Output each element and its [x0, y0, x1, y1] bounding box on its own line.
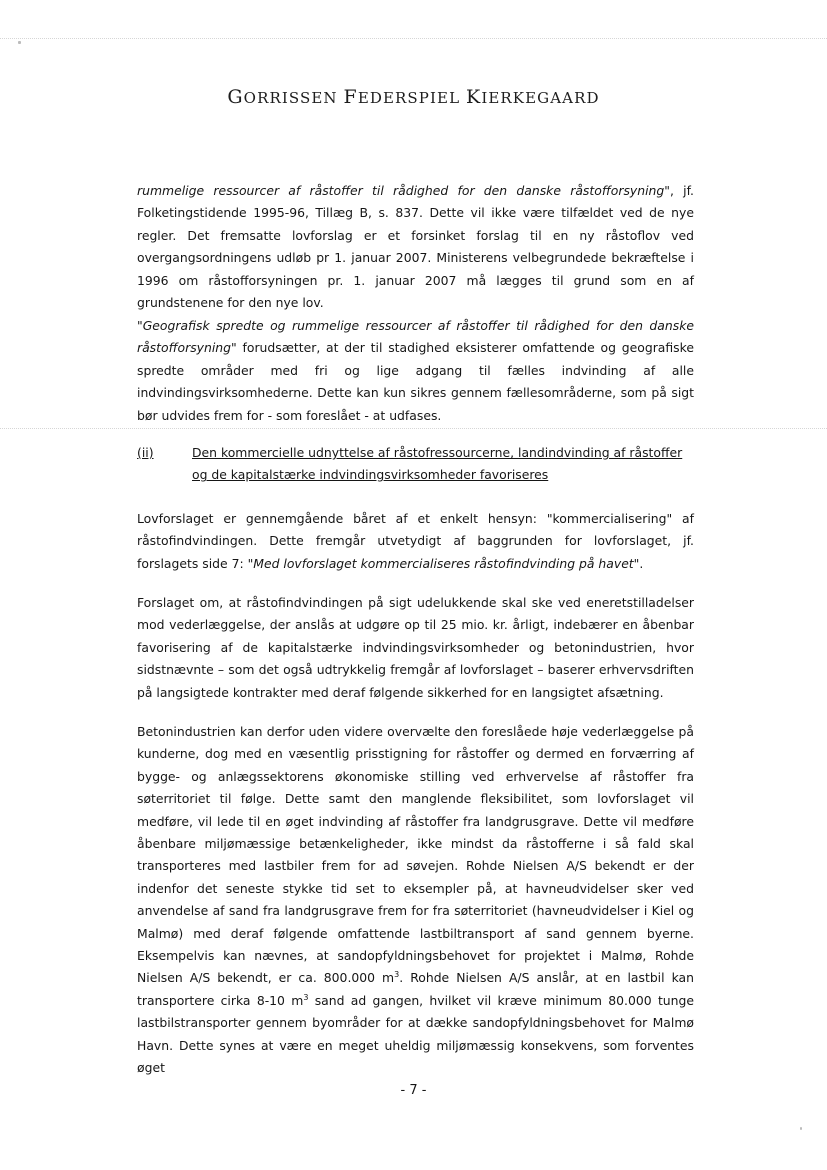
paragraph-4-text: Forslaget om, at råstofindvindingen på sigt udelukkende skal ske ved eneretstilladelser mod vederlæggelse, der anslås at udgøre op til 25 mio. kr. årligt, indebærer en åbenbar favorisering af de kapitalstærke indvindingsvirksomheder og betonindustrien, hvor sidstnævnte – som det også udtrykkelig fremgår af lovforslaget – baserer erhvervsdriften på langsigtede kontrakter med deraf følgende sikkerhed for en langsigtet afsætning.	[137, 595, 694, 700]
paragraph-3: Lovforslaget er gennemgående båret af et enkelt hensyn: "kommercialisering" af råstofindvindingen. Dette fremgår utvetydigt af baggrunden for lovforslaget, jf. forslagets side 7: "Med lovforslaget kommercialiseres råstofindvinding på havet".	[137, 511, 694, 571]
paragraph-2-text: forudsætter, at der til stadighed eksisterer omfattende og geografiske spredte områder med fri og lige adgang til fælles indvinding af alle indvindingsvirksomhederne. Dette kan kun sikres gennem fællesområderne, som på sigt bør udvides frem for - som foreslået - at udfases.	[137, 340, 694, 423]
paragraph-4	[137, 592, 694, 704]
section-title: Den kommercielle udnyttelse af råstofressourcerne, landindvinding af råstoffer og de kapitalstærke indvindingsvirksomheder favoriseres	[192, 445, 683, 483]
scan-speck	[800, 1127, 802, 1130]
paragraph-3-quote: "Med lovforslaget kommercialiseres råstofindvinding på havet"	[247, 555, 640, 571]
paragraph-1-text: , jf. Folketingstidende 1995-96, Tillæg B, s. 837. Dette vil ikke være tilfældet ved de nye regler. Det fremsatte lovforslag er et forsinket forslag til en ny råstoflov ved overgangsordningens udløb pr 1. januar 2007. Ministerens velbegrundede bekræftelse i 1996 om råstofforsyningen pr. 1. januar 2007 må lægges til grund som en af grundstenene for den nye lov.	[137, 183, 694, 311]
paragraph-1	[137, 180, 694, 314]
paragraph-5: Betonindustrien kan derfor uden videre overvælte den foreslåede høje vederlæggelse på kunderne, dog med en væsentlig prisstigning for råstoffer og dermed en forværring af bygge- og anlægssektorens økonomiske stilling ved erhvervelse af råstoffer fra søterritoriet til følge. Dette samt den manglende fleksibilitet, som lovforslaget vil medføre, vil lede til en øget indvinding af råstoffer fra landgrusgrave. Dette vil medføre åbenbare miljømæssige betænkeligheder, ikke mindst da råstofferne i så fald skal transporteres med lastbiler frem for ad søvejen. Rohde Nielsen A/S bekendt er der indenfor det seneste stykke tid set to eksempler på, at havneudvidelser sker ved anvendelse af sand fra landgrusgrave frem for fra søterritoriet (havneudvidelser i Kiel og Malmø) med deraf følgende omfattende lastbiltransport af sand gennem byerne. Eksempelvis kan nævnes, at sandopfyldningsbehovet for projektet i Malmø, Rohde Nielsen A/S bekendt, er ca. 800.000 $m^3$. Rohde Nielsen A/S anslår, at en lastbil kan transportere cirka 8-10 $m^3$ sand ad gangen, hvilket vil kræve minimum 80.000 tunge lastbilstransporter gennem byområder for at dække sandopfyldningsbehovet for Malmø Havn. Dette synes at være en meget uheldig miljømæssig konsekvens, som forventes øget	[137, 724, 695, 1076]
letterhead-firm-name: GORRISSEN FEDERSPIEL KIERKEGAARD	[227, 86, 600, 108]
paragraph-1-quote: rummelige ressourcer af råstoffer til rådighed for den danske råstofforsyning"	[137, 183, 670, 198]
section-heading	[137, 442, 697, 487]
scan-line-middle	[0, 428, 827, 429]
page-number: - 7 -	[400, 1083, 427, 1098]
scan-line-top	[0, 38, 827, 39]
scan-speck	[18, 41, 21, 44]
paragraph-2-quote: "Geografisk spredte og rummelige ressourcer af råstoffer til rådighed for den danske råstofforsyning"	[137, 318, 694, 356]
paragraph-3-text: Lovforslaget er gennemgående båret af et enkelt hensyn: "kommercialisering" af råstofindvindingen. Dette fremgår utvetydigt af baggrunden for lovforslaget, jf. forslagets side 7:	[137, 511, 694, 571]
paragraph-2	[137, 315, 694, 427]
section-number: (ii)	[137, 445, 154, 460]
